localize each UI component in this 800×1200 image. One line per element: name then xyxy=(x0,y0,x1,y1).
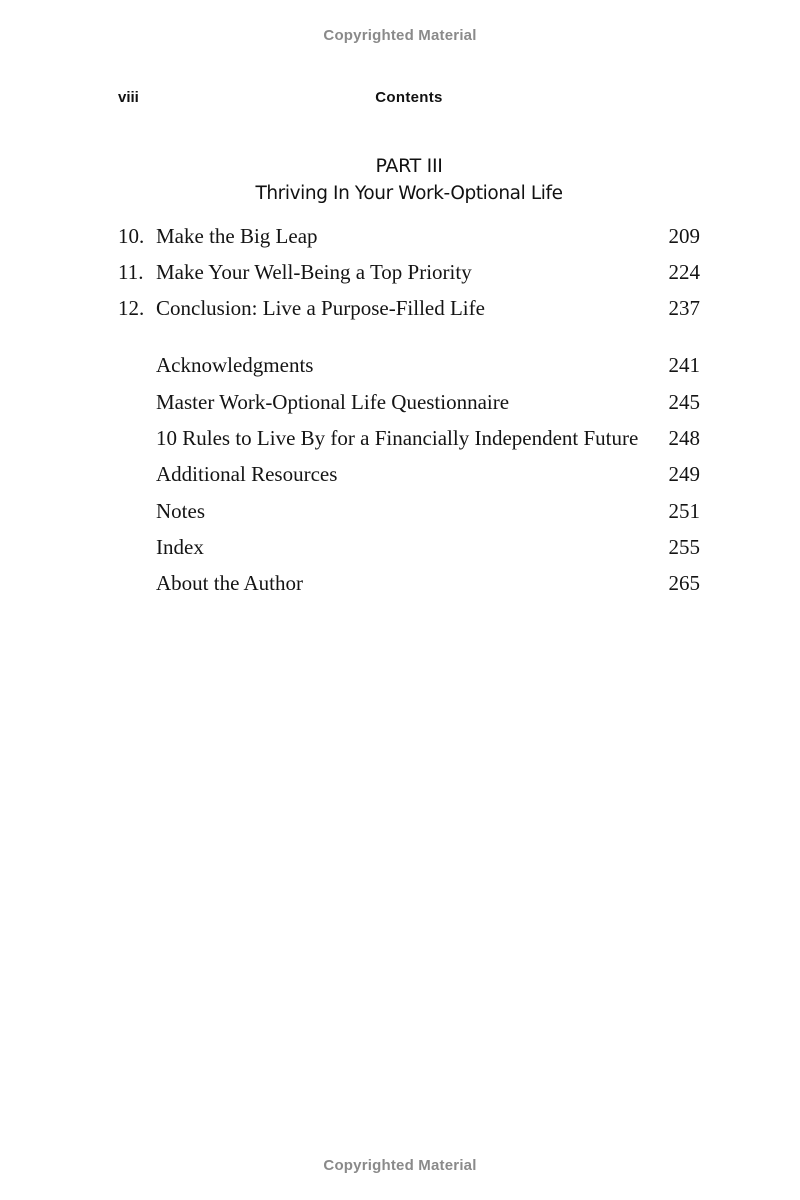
entry-title: Index xyxy=(156,535,204,559)
toc-backmatter-entry[interactable] xyxy=(0,424,800,452)
page-number: viii xyxy=(118,89,139,106)
chapter-number: 11. xyxy=(118,260,144,284)
running-head xyxy=(0,89,800,111)
chapter-title: Make the Big Leap xyxy=(156,224,318,248)
copyright-watermark-top: Copyrighted Material xyxy=(323,27,477,44)
chapter-title: Make Your Well-Being a Top Priority xyxy=(156,260,472,284)
toc-backmatter-entry[interactable] xyxy=(0,460,800,488)
entry-page: 255 xyxy=(668,535,700,559)
chapter-page: 224 xyxy=(668,260,700,284)
entry-title: Additional Resources xyxy=(156,462,338,486)
chapter-page: 237 xyxy=(668,296,700,320)
toc-chapter-entry[interactable] xyxy=(0,258,800,286)
chapter-number: 12. xyxy=(118,296,145,320)
entry-title: Acknowledgments xyxy=(156,353,314,377)
toc-backmatter-entry[interactable] xyxy=(0,351,800,379)
chapter-number: 10. xyxy=(118,224,145,248)
part-number: PART III xyxy=(375,155,443,177)
running-title: Contents xyxy=(375,89,443,106)
entry-page: 248 xyxy=(668,426,700,450)
entry-title: About the Author xyxy=(156,571,303,595)
toc-backmatter-entry[interactable] xyxy=(0,497,800,525)
entry-page: 265 xyxy=(668,571,700,595)
toc-backmatter-entry[interactable] xyxy=(0,569,800,597)
entry-page: 245 xyxy=(668,390,700,414)
chapter-page: 209 xyxy=(668,224,700,248)
entry-page: 251 xyxy=(668,499,700,523)
entry-title: 10 Rules to Live By for a Financially Independent Future xyxy=(156,426,639,450)
chapter-title: Conclusion: Live a Purpose-Filled Life xyxy=(156,296,485,320)
copyright-watermark-bottom: Copyrighted Material xyxy=(323,1157,477,1174)
entry-page: 249 xyxy=(668,462,700,486)
entry-title: Master Work-Optional Life Questionnaire xyxy=(156,390,510,414)
toc-chapter-entry[interactable] xyxy=(0,294,800,322)
toc-chapter-entry[interactable] xyxy=(0,222,800,250)
entry-page: 241 xyxy=(668,353,700,377)
entry-title: Notes xyxy=(156,499,205,523)
toc-backmatter-entry[interactable] xyxy=(0,533,800,561)
part-title: Thriving In Your Work-Optional Life xyxy=(255,183,563,204)
toc-backmatter-entry[interactable] xyxy=(0,388,800,416)
